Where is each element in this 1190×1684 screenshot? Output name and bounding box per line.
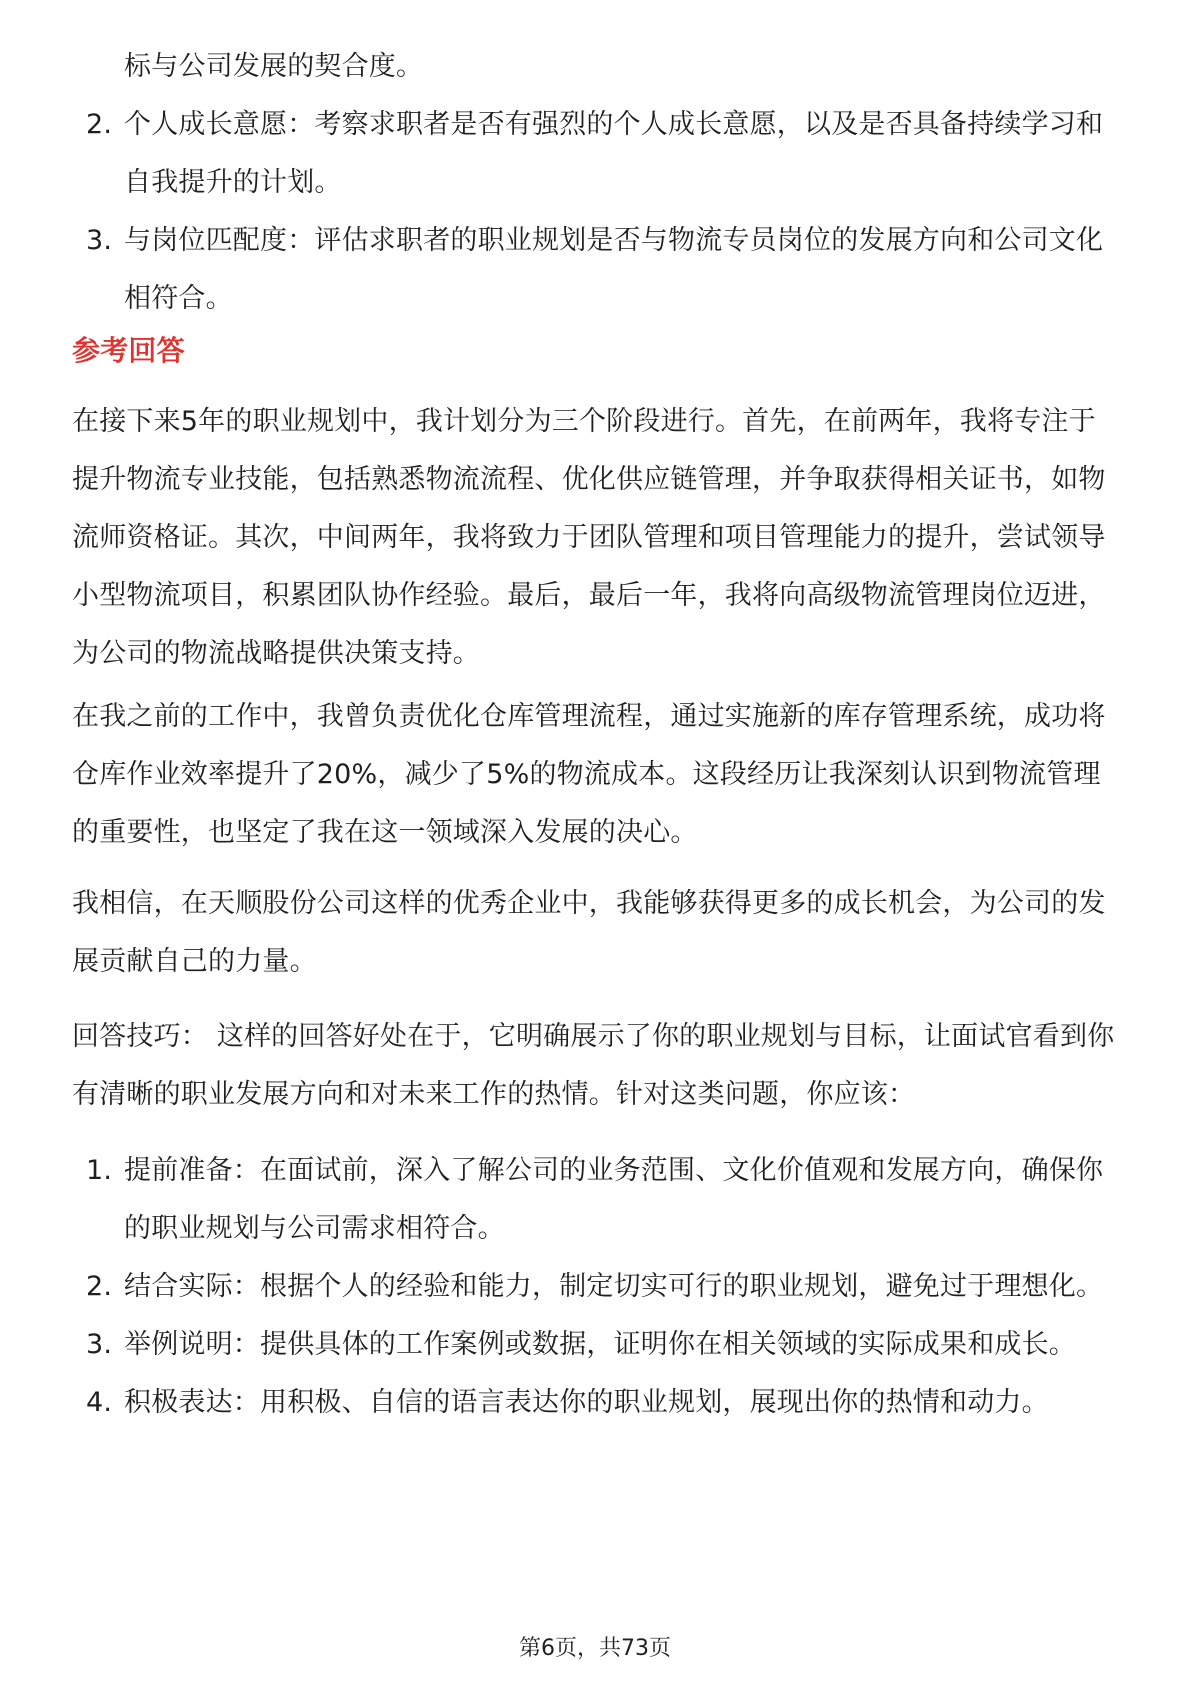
page-number: 第6页，共73页 (519, 1636, 671, 1661)
answer-paragraph-1: 在接下来5年的职业规划中，我计划分为三个阶段进行。首先，在前两年，我将专注于提升物流专业技能，包括熟悉物流流程、优化供应链管理，并争取获得相关证书，如物流师资格证。其次，中间两年，我将致力于团队管理和项目管理能力的提升，尝试领导小型物流项目，积累团队协作经验。最后，最后一年，我将向高级物流管理岗位迈进，为公司的物流战略提供决策支持。 (72, 406, 1106, 669)
list-item-text: 与岗位匹配度：评估求职者的职业规划是否与物流专员岗位的发展方向和公司文化相符合。 (124, 225, 1104, 314)
list-item-text: 提前准备：在面试前，深入了解公司的业务范围、文化价值观和发展方向，确保你的职业规划与公司需求相符合。 (124, 1155, 1104, 1244)
list-item-number: 4. (86, 1387, 113, 1418)
list-item-text: 个人成长意愿：考察求职者是否有强烈的个人成长意愿，以及是否具备持续学习和自我提升的计划。 (124, 109, 1104, 198)
list-item-number: 1. (86, 1155, 113, 1186)
list-item-number: 2. (86, 1271, 113, 1302)
tips-intro: 回答技巧： 这样的回答好处在于，它明确展示了你的职业规划与目标，让面试官看到你有清晰的职业发展方向和对未来工作的热情。针对这类问题，你应该： (72, 1021, 1115, 1110)
list-item-number: 2. (86, 109, 113, 140)
list-item (72, 212, 1122, 328)
list-item-number: 3. (86, 225, 113, 256)
list-item-number: 3. (86, 1329, 113, 1360)
answer-paragraph-3: 我相信，在天顺股份公司这样的优秀企业中，我能够获得更多的成长机会，为公司的发展贡献自己的力量。 (72, 888, 1106, 977)
list-item (72, 1142, 1122, 1258)
answer-paragraph-2: 在我之前的工作中，我曾负责优化仓库管理流程，通过实施新的库存管理系统，成功将仓库作业效率提升了20%，减少了5%的物流成本。这段经历让我深刻认识到物流管理的重要性，也坚定了我在这一领域深入发展的决心。 (72, 701, 1106, 848)
section-heading-reference-answer: 参考回答 (72, 334, 185, 367)
list-item-text: 举例说明：提供具体的工作案例或数据，证明你在相关领域的实际成果和成长。 (124, 1329, 1076, 1360)
top-criteria-list (72, 38, 1122, 328)
list-item (72, 1374, 1122, 1432)
list-item-text: 标与公司发展的契合度。 (124, 51, 424, 82)
list-item-text: 积极表达：用积极、自信的语言表达你的职业规划，展现出你的热情和动力。 (124, 1387, 1049, 1418)
list-item-text: 结合实际：根据个人的经验和能力，制定切实可行的职业规划，避免过于理想化。 (124, 1271, 1104, 1302)
list-item (72, 38, 1122, 96)
list-item (72, 96, 1122, 212)
tips-list (72, 1142, 1122, 1432)
list-item (72, 1258, 1122, 1316)
list-item (72, 1316, 1122, 1374)
